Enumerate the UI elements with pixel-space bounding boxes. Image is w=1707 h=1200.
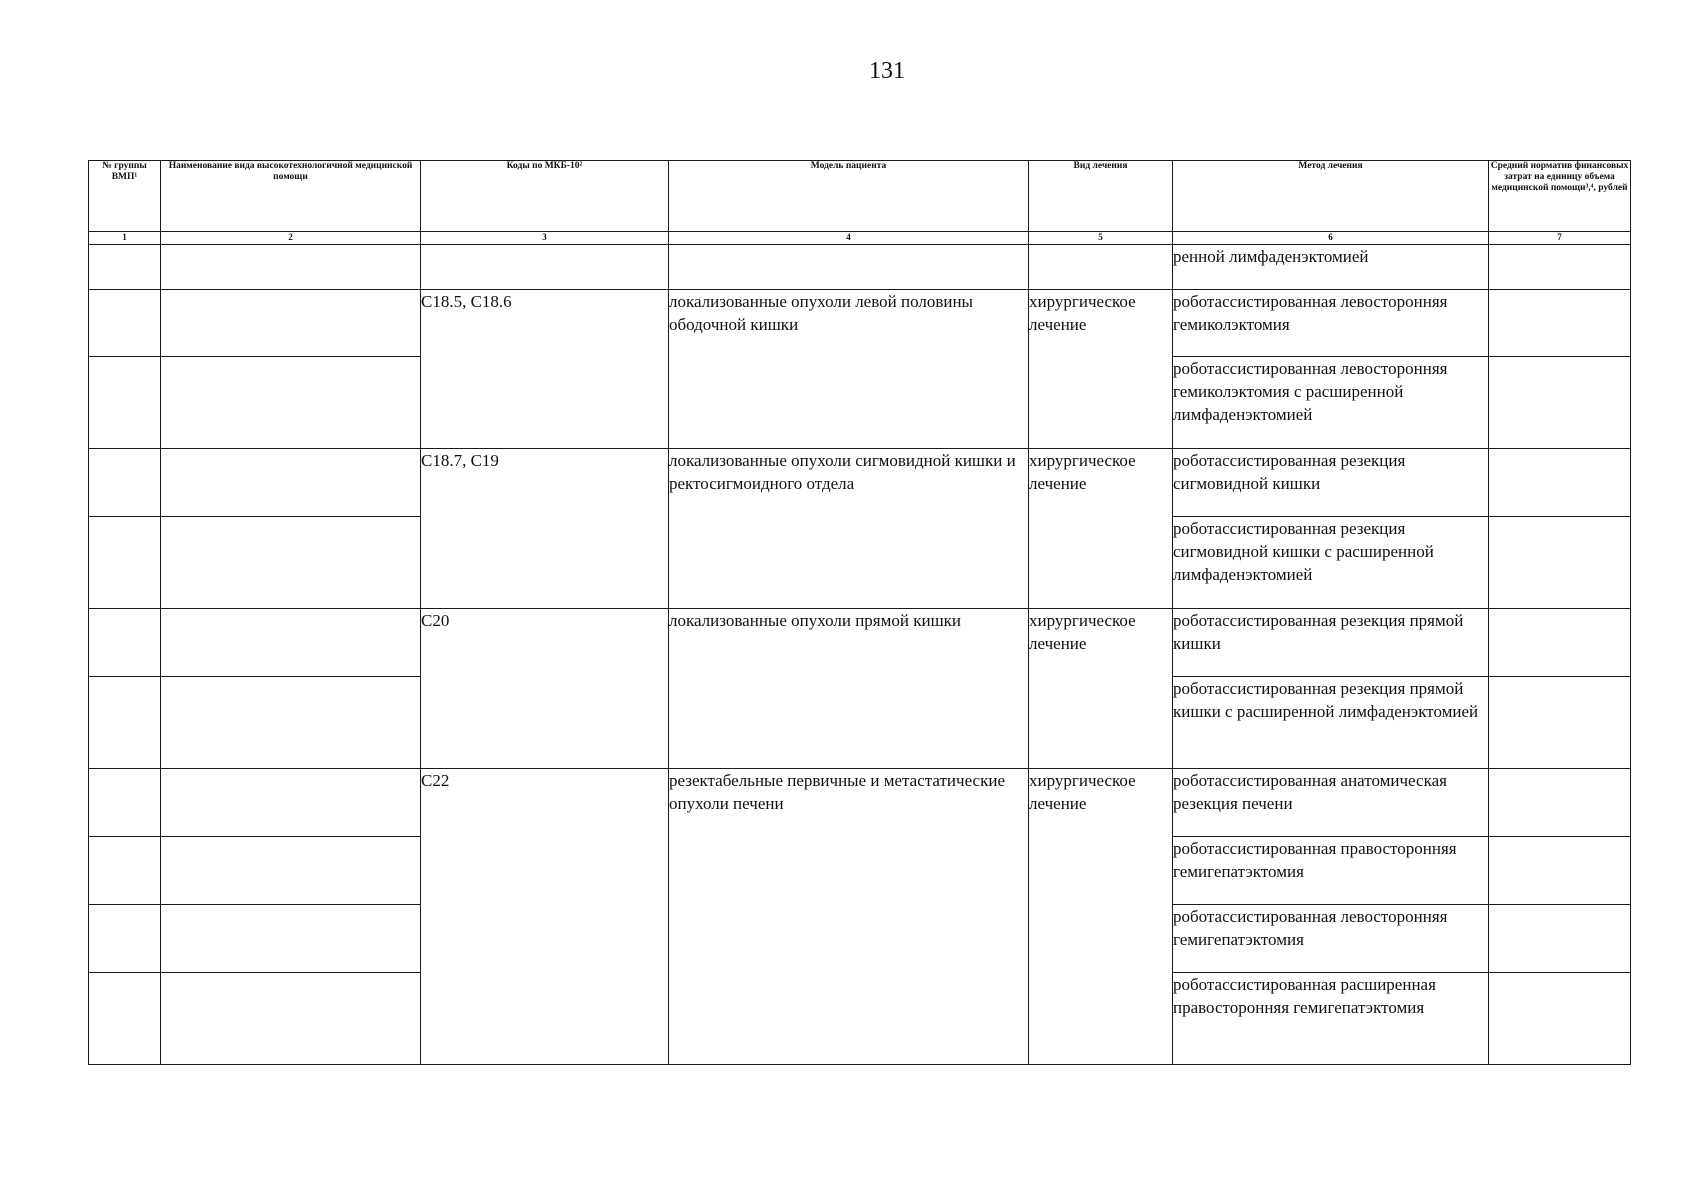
treatment-method-cell: роботассистированная правосторонняя гемигепатэктомия: [1173, 837, 1489, 905]
patient-model-cell: резектабельные первичные и метастатические опухоли печени: [669, 769, 1029, 1065]
treatment-method-cell: роботассистированная резекция прямой кишки: [1173, 609, 1489, 677]
icd-code-cell: C20: [421, 609, 669, 769]
treatment-type-cell: хирургическое лечение: [1029, 609, 1173, 769]
patient-model-cell: локализованные опухоли левой половины ободочной кишки: [669, 290, 1029, 449]
care-type-cell: [161, 449, 421, 517]
column-number-row: [89, 232, 1631, 245]
icd-code-cell: C18.5, C18.6: [421, 290, 669, 449]
group-cell: [89, 517, 161, 609]
patient-model-cell: локализованные опухоли сигмовидной кишки и ректосигмоидного отдела: [669, 449, 1029, 609]
header-treatment-method: Метод лечения: [1173, 161, 1489, 232]
cost-cell: [1489, 973, 1631, 1065]
care-type-cell: [161, 837, 421, 905]
cost-cell: [1489, 677, 1631, 769]
treatment-method-cell: роботассистированная анатомическая резекция печени: [1173, 769, 1489, 837]
treatment-type-cell: [1029, 245, 1173, 290]
table-row: [89, 609, 1631, 677]
group-cell: [89, 357, 161, 449]
group-cell: [89, 905, 161, 973]
group-cell: [89, 245, 161, 290]
treatment-type-cell: хирургическое лечение: [1029, 449, 1173, 609]
treatment-method-cell: роботассистированная резекция сигмовидной кишки: [1173, 449, 1489, 517]
icd-code-cell: C22: [421, 769, 669, 1065]
group-cell: [89, 837, 161, 905]
treatment-type-cell: хирургическое лечение: [1029, 769, 1173, 1065]
care-type-cell: [161, 245, 421, 290]
header-treatment-type: Вид лечения: [1029, 161, 1173, 232]
cost-cell: [1489, 290, 1631, 357]
header-patient-model: Модель пациента: [669, 161, 1029, 232]
table-row: [89, 769, 1631, 837]
treatment-type-cell: хирургическое лечение: [1029, 290, 1173, 449]
header-group-number: № группы ВМП¹: [89, 161, 161, 232]
patient-model-cell: [669, 245, 1029, 290]
header-icd-codes: Коды по МКБ-10²: [421, 161, 669, 232]
care-type-cell: [161, 973, 421, 1065]
treatment-method-cell: роботассистированная резекция сигмовидной кишки с расширенной лимфаденэктомией: [1173, 517, 1489, 609]
cost-cell: [1489, 245, 1631, 290]
treatment-method-cell: роботассистированная левосторонняя гемиколэктомия: [1173, 290, 1489, 357]
care-type-cell: [161, 905, 421, 973]
column-number: 1: [89, 232, 161, 245]
treatment-method-cell: роботассистированная резекция прямой кишки с расширенной лимфаденэктомией: [1173, 677, 1489, 769]
header-care-type: Наименование вида высокотехнологичной медицинской помощи: [161, 161, 421, 232]
treatment-method-cell: ренной лимфаденэктомией: [1173, 245, 1489, 290]
icd-code-cell: [421, 245, 669, 290]
column-number: 5: [1029, 232, 1173, 245]
column-number: 3: [421, 232, 669, 245]
group-cell: [89, 677, 161, 769]
column-number: 6: [1173, 232, 1489, 245]
header-row: [89, 161, 1631, 232]
care-type-cell: [161, 357, 421, 449]
group-cell: [89, 973, 161, 1065]
group-cell: [89, 290, 161, 357]
table-row: [89, 245, 1631, 290]
cost-cell: [1489, 905, 1631, 973]
care-type-cell: [161, 290, 421, 357]
medical-care-table: [88, 160, 1631, 1065]
treatment-method-cell: роботассистированная расширенная правосторонняя гемигепатэктомия: [1173, 973, 1489, 1065]
care-type-cell: [161, 517, 421, 609]
icd-code-cell: C18.7, C19: [421, 449, 669, 609]
cost-cell: [1489, 357, 1631, 449]
group-cell: [89, 609, 161, 677]
cost-cell: [1489, 609, 1631, 677]
cost-cell: [1489, 449, 1631, 517]
column-number: 7: [1489, 232, 1631, 245]
page-number: 131: [869, 58, 905, 84]
treatment-method-cell: роботассистированная левосторонняя гемигепатэктомия: [1173, 905, 1489, 973]
column-number: 4: [669, 232, 1029, 245]
care-type-cell: [161, 769, 421, 837]
table-row: [89, 449, 1631, 517]
care-type-cell: [161, 609, 421, 677]
group-cell: [89, 449, 161, 517]
treatment-method-cell: роботассистированная левосторонняя гемиколэктомия с расширенной лимфаденэктомией: [1173, 357, 1489, 449]
cost-cell: [1489, 769, 1631, 837]
header-cost-standard: Средний норматив финансовых затрат на единицу объема медицинской помощи³,⁴, рублей: [1489, 161, 1631, 232]
table-row: [89, 290, 1631, 357]
cost-cell: [1489, 837, 1631, 905]
column-number: 2: [161, 232, 421, 245]
cost-cell: [1489, 517, 1631, 609]
patient-model-cell: локализованные опухоли прямой кишки: [669, 609, 1029, 769]
group-cell: [89, 769, 161, 837]
care-type-cell: [161, 677, 421, 769]
